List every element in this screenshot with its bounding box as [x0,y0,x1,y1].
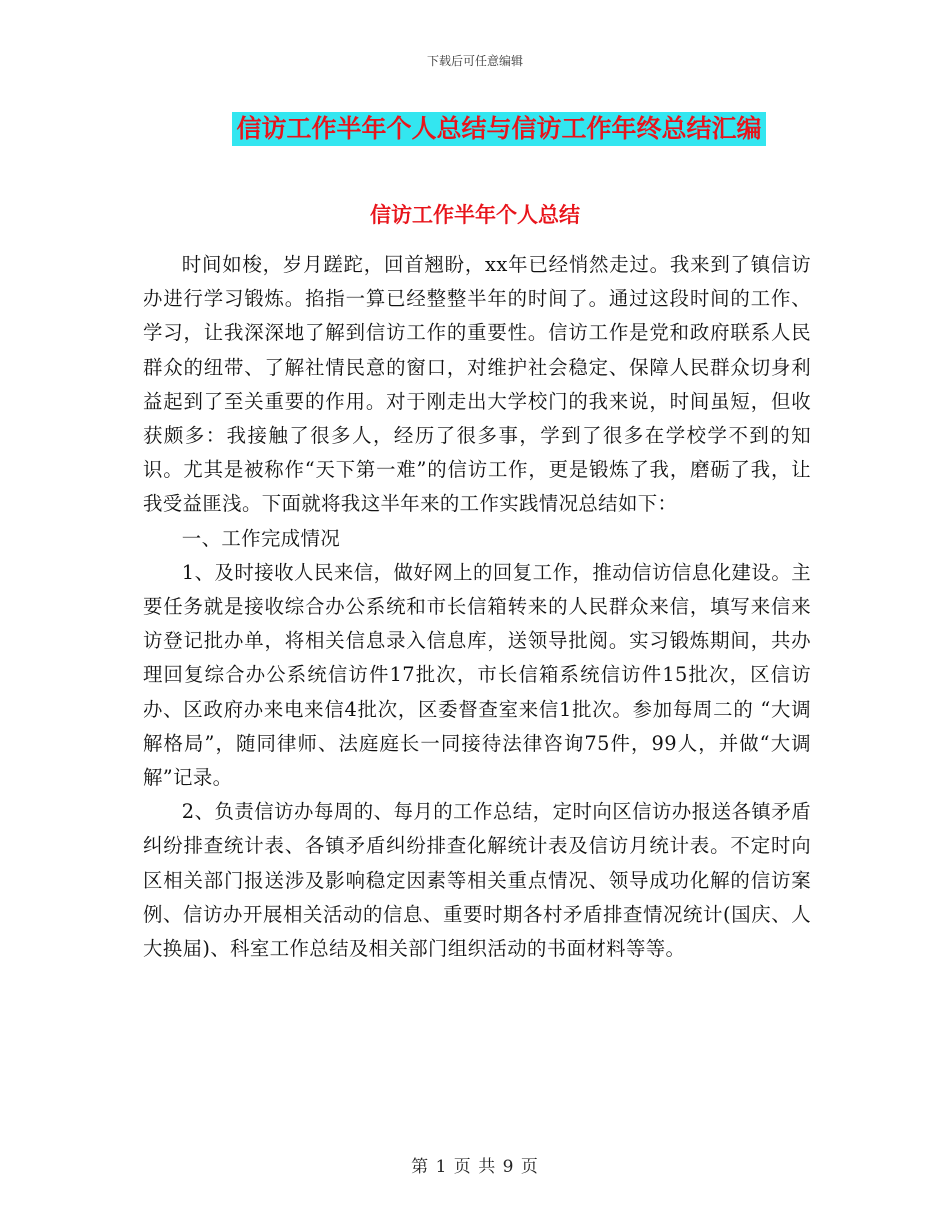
body-text [143,248,811,966]
paragraph-heading-work-completion: 一、工作完成情况 [181,526,341,550]
document-title: 信访工作半年个人总结与信访工作年终总结汇编 [232,112,765,146]
paragraph-intro: 时间如梭，岁月蹉跎，回首翘盼，xx年已经悄然走过。我来到了镇信访办进行学习锻炼。掐指一算已经整整半年的时间了。通过这段时间的工作、学习，让我深深地了解到信访工作的重要性。信访工作是党和政府联系人民群众的纽带、了解社情民意的窗口，对维护社会稳定、保障人民群众切身利益起到了至关重要的作用。对于刚走出大学校门的我来说，时间虽短，但收获颇多：我接触了很多人，经历了很多事，学到了很多在学校学不到的知识。尤其是被称作“天下第一难”的信访工作，更是锻炼了我，磨砺了我，让我受益匪浅。下面就将我这半年来的工作实践情况总结如下： [143,253,811,516]
document-title-container [0,112,950,146]
page-number-footer: 第 1 页 共 9 页 [411,1157,539,1177]
header-note: 下载后可任意编辑 [426,54,523,68]
paragraph-item-2: 2、负责信访办每周的、每月的工作总结，定时向区信访办报送各镇矛盾纠纷排查统计表、各镇矛盾纠纷排查化解统计表及信访月统计表。不定时向区相关部门报送涉及影响稳定因素等相关重点情况、领导成功化解的信访案例、信访办开展相关活动的信息、重要时期各村矛盾排查情况统计(国庆、人大换届)、科室工作总结及相关部门组织活动的书面材料等等。 [143,800,811,961]
paragraph-item-1: 1、及时接收人民来信，做好网上的回复工作，推动信访信息化建设。主要任务就是接收综合办公系统和市长信箱转来的人民群众来信，填写来信来访登记批办单，将相关信息录入信息库，送领导批阅。实习锻炼期间，共办理回复综合办公系统信访件17批次，市长信箱系统信访件15批次，区信访办、区政府办来电来信4批次，区委督查室来信1批次。参加每周二的 “大调解格局”，随同律师、法庭庭长一同接待法律咨询75件，99人，并做“大调解”记录。 [143,560,811,790]
section-title: 信访工作半年个人总结 [370,203,580,227]
